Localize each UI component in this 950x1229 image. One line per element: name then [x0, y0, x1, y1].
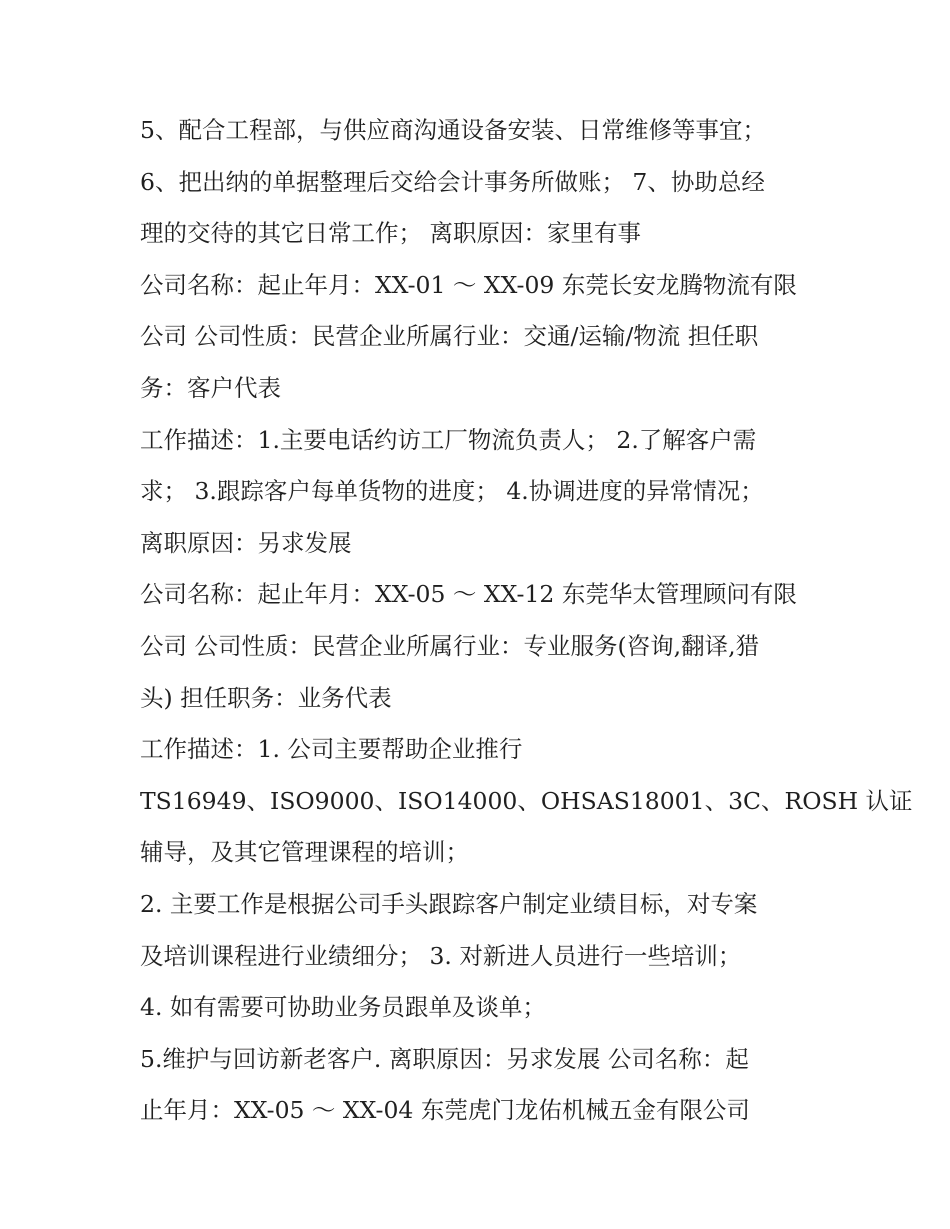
text-line: 公司 公司性质：民营企业所属行业：交通/运输/物流 担任职: [140, 322, 759, 351]
text-line: 辅导，及其它管理课程的培训；: [140, 838, 469, 867]
document-body: [140, 105, 913, 1137]
text-line: 工作描述：1.主要电话约访工厂物流负责人； 2.了解客户需: [140, 425, 757, 454]
text-line: 求； 3.跟踪客户每单货物的进度； 4.协调进度的异常情况；: [140, 477, 764, 506]
text-line: 务：客户代表: [140, 373, 281, 402]
text-line: 公司名称：起止年月：XX-01 ～ XX-09 东莞长安龙腾物流有限: [140, 270, 797, 299]
text-line: 4. 如有需要可协助业务员跟单及谈单；: [140, 993, 546, 1022]
text-line: 及培训课程进行业绩细分； 3. 对新进人员进行一些培训；: [140, 941, 742, 970]
text-line: 6、把出纳的单据整理后交给会计事务所做账； 7、协助总经: [140, 167, 765, 196]
text-line: 公司名称：起止年月：XX-05 ～ XX-12 东莞华太管理顾问有限: [140, 580, 797, 609]
text-line: 公司 公司性质：民营企业所属行业：专业服务(咨询,翻译,猎: [140, 631, 760, 660]
text-line: 5、配合工程部，与供应商沟通设备安装、日常维修等事宜；: [140, 116, 766, 144]
text-line: 止年月：XX-05 ～ XX-04 东莞虎门龙佑机械五金有限公司: [140, 1096, 750, 1125]
text-line: 离职原因：另求发展: [140, 528, 352, 557]
text-line: TS16949、ISO9000、ISO14000、OHSAS18001、3C、ROSH 认证: [140, 786, 913, 815]
text-line: 理的交待的其它日常工作； 离职原因：家里有事: [140, 219, 641, 248]
text-line: 5.维护与回访新老客户. 离职原因：另求发展 公司名称：起: [140, 1044, 749, 1073]
text-line: 工作描述：1. 公司主要帮助企业推行: [140, 735, 523, 764]
text-line: 头) 担任职务：业务代表: [140, 683, 392, 712]
text-line: 2. 主要工作是根据公司手头跟踪客户制定业绩目标，对专案: [140, 889, 758, 918]
